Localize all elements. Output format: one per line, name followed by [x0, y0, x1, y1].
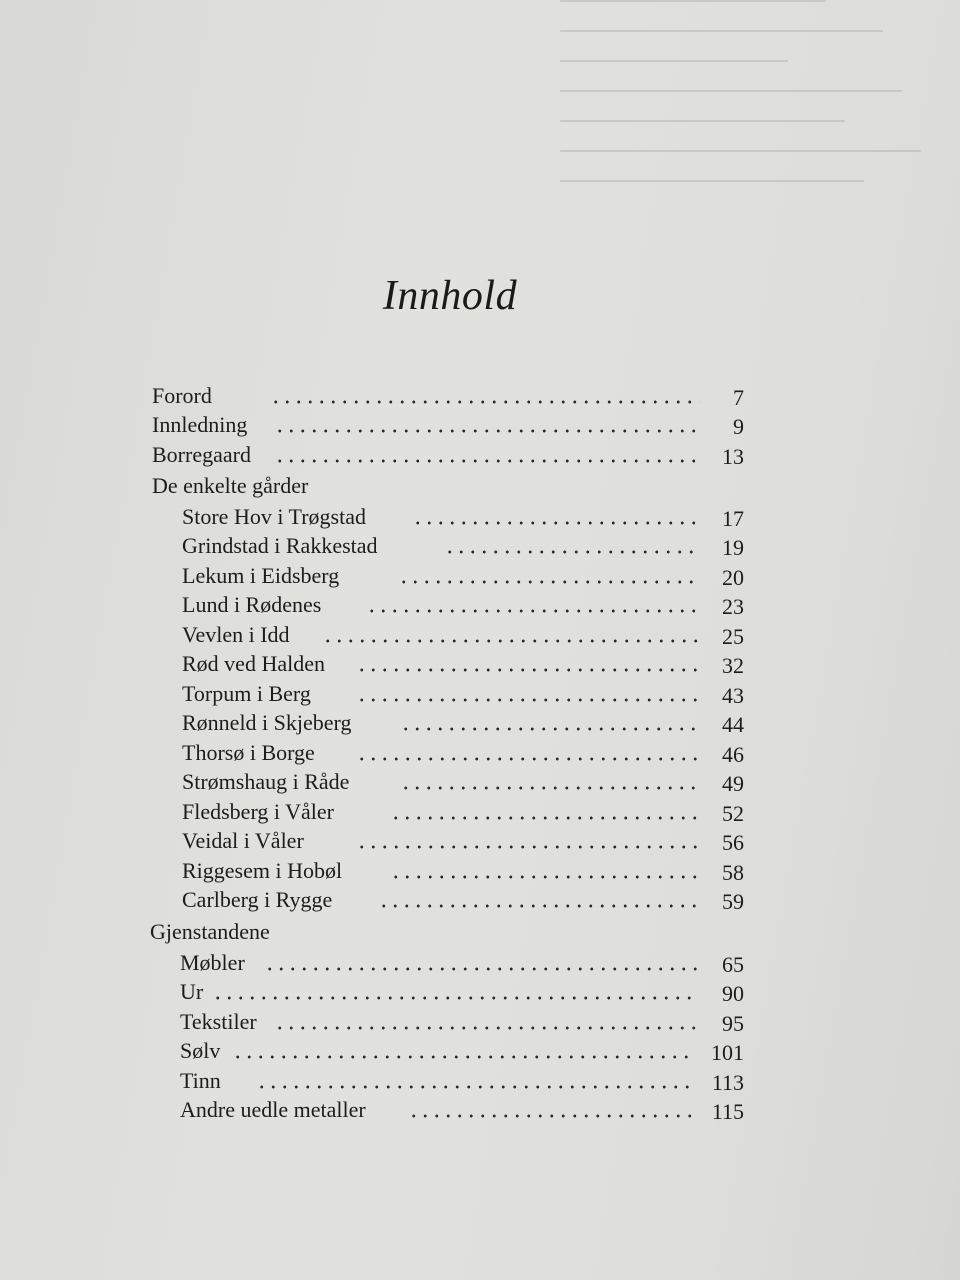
toc-entry-label: Vevlen i Idd	[182, 622, 290, 647]
toc-entry-label: Borregaard	[152, 442, 251, 467]
toc-subentry[interactable]	[180, 978, 744, 1006]
toc-page-number: 59	[722, 889, 744, 914]
toc-entry-label: Carlberg i Rygge	[182, 887, 333, 912]
toc-page-number: 7	[733, 385, 744, 410]
toc-subentry[interactable]	[182, 650, 744, 678]
toc-subentry[interactable]	[182, 591, 744, 619]
toc-entry-label: Lekum i Eidsberg	[182, 563, 340, 588]
toc-subentry[interactable]	[182, 798, 744, 826]
toc-page-number: 49	[722, 771, 744, 796]
toc-page-number: 43	[722, 683, 744, 708]
toc-subentry[interactable]	[182, 857, 744, 885]
toc-subentry[interactable]	[180, 1037, 744, 1065]
toc-entry-label: Forord	[152, 383, 212, 408]
toc-entry-label: Rønneld i Skjeberg	[182, 710, 352, 735]
toc-page-number: 25	[722, 624, 744, 649]
dot-leader	[412, 503, 700, 531]
toc-entry[interactable]	[152, 411, 744, 439]
dot-leader	[356, 680, 700, 708]
dot-leader	[256, 1067, 694, 1095]
dot-leader	[274, 441, 700, 469]
toc-entry-label: Tinn	[180, 1068, 221, 1093]
toc-page-number: 115	[711, 1099, 744, 1124]
toc-page-number: 9	[733, 414, 744, 439]
toc-subentry[interactable]	[180, 949, 744, 977]
toc-page-number: 17	[722, 506, 744, 531]
toc-page-number: 58	[722, 860, 744, 885]
toc-page-number: 32	[722, 653, 744, 678]
toc-subentry[interactable]	[180, 1096, 744, 1124]
toc-subentry[interactable]	[182, 709, 744, 737]
dot-leader	[322, 621, 700, 649]
toc-entry-label: Sølv	[180, 1038, 221, 1063]
toc-subentry[interactable]	[180, 1008, 744, 1036]
toc-entry[interactable]	[152, 382, 744, 410]
dot-leader	[356, 739, 700, 767]
toc-entry-label: Strømshaug i Råde	[182, 769, 350, 794]
dot-leader	[264, 949, 698, 977]
toc-page-number: 19	[722, 535, 744, 560]
toc-subentry[interactable]	[182, 680, 744, 708]
toc-subentry[interactable]	[180, 1067, 744, 1095]
dot-leader	[400, 709, 700, 737]
toc-page-number: 52	[722, 801, 744, 826]
toc-page-number: 113	[711, 1070, 744, 1095]
toc-page-number: 65	[722, 952, 744, 977]
toc-entry-label: Riggesem i Hobøl	[182, 858, 343, 883]
toc-subentry[interactable]	[182, 886, 744, 914]
toc-entry-label: Lund i Rødenes	[182, 592, 322, 617]
dot-leader	[366, 591, 700, 619]
toc-subentry[interactable]	[182, 739, 744, 767]
toc-entry-label: Rød ved Halden	[182, 651, 325, 676]
dot-leader	[390, 857, 700, 885]
section-heading-label: Gjenstandene	[150, 919, 270, 944]
toc-page-number: 95	[722, 1011, 744, 1036]
dot-leader	[270, 382, 700, 410]
toc-subentry[interactable]	[182, 503, 744, 531]
dot-leader	[444, 532, 700, 560]
toc-entry-label: Ur	[180, 979, 204, 1004]
dot-leader	[400, 768, 700, 796]
toc-entry-label: Thorsø i Borge	[182, 740, 315, 765]
toc-section-heading	[152, 472, 744, 500]
toc-entry[interactable]	[152, 441, 744, 469]
toc-subentry[interactable]	[182, 562, 744, 590]
toc-entry-label: Innledning	[152, 412, 248, 437]
section-heading-label: De enkelte gårder	[152, 473, 309, 498]
toc-entry-label: Fledsberg i Våler	[182, 799, 334, 824]
toc-page-number: 44	[722, 712, 744, 737]
toc-entry-label: Torpum i Berg	[182, 681, 311, 706]
toc-page-number: 46	[722, 742, 744, 767]
toc-entry-label: Møbler	[180, 950, 245, 975]
dot-leader	[274, 1008, 698, 1036]
toc-subentry[interactable]	[182, 768, 744, 796]
dot-leader	[378, 886, 700, 914]
toc-entry-label: Tekstiler	[180, 1009, 257, 1034]
toc-page-number: 20	[722, 565, 744, 590]
dot-leader	[356, 827, 700, 855]
dot-leader	[408, 1096, 694, 1124]
toc-page-number: 23	[722, 594, 744, 619]
dot-leader	[390, 798, 700, 826]
dot-leader	[232, 1037, 694, 1065]
dot-leader	[398, 562, 700, 590]
toc-subentry[interactable]	[182, 827, 744, 855]
dot-leader	[356, 650, 700, 678]
toc-page-number: 90	[722, 981, 744, 1006]
dot-leader	[212, 978, 698, 1006]
toc-page-number: 101	[711, 1040, 744, 1065]
toc-page-number: 56	[722, 830, 744, 855]
toc-section-heading	[150, 918, 744, 946]
toc-entry-label: Store Hov i Trøgstad	[182, 504, 366, 529]
toc-page-number: 13	[722, 444, 744, 469]
toc-entry-label: Veidal i Våler	[182, 828, 304, 853]
toc-entry-label: Grindstad i Rakkestad	[182, 533, 378, 558]
toc-entry-label: Andre uedle metaller	[180, 1097, 366, 1122]
toc-subentry[interactable]	[182, 621, 744, 649]
dot-leader	[274, 411, 700, 439]
page-title: Innhold	[382, 273, 518, 319]
toc-subentry[interactable]	[182, 532, 744, 560]
